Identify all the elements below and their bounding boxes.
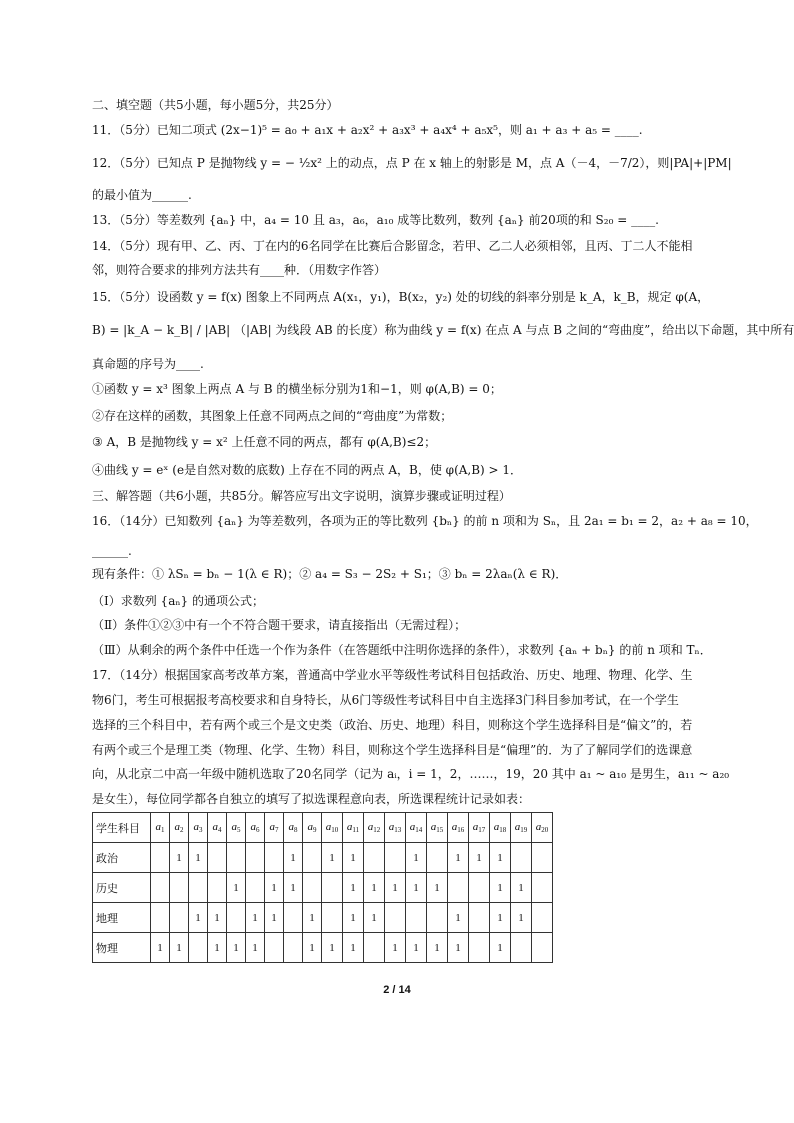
table-cell: 1 (490, 843, 511, 873)
table-column-header: $a_{14}$ (406, 813, 427, 843)
table-cell (469, 903, 490, 933)
table-cell (364, 843, 385, 873)
table-cell: 1 (170, 933, 189, 963)
table-cell (208, 873, 227, 903)
table-cell: 1 (364, 903, 385, 933)
table-cell (151, 843, 170, 873)
question-17: 17．（14分）根据国家高考改革方案，普通高中学业水平等级性考试科目包括政治、历史、地理、物理、化学、生 (92, 668, 693, 682)
page-number: 2 / 14 (383, 984, 411, 996)
question-17-line-2: 物6门，考生可根据报考高校要求和自身特长，从6门等级性考试科目中自主选择3门科目参加考试，在一个学生 (92, 693, 679, 707)
table-cell: 1 (303, 933, 322, 963)
proposition-2: ②存在这样的函数，其图象上任意不同两点之间的“弯曲度”为常数； (92, 409, 453, 423)
table-cell (385, 903, 406, 933)
question-17-line-6: 是女生），每位同学都各自独立的填写了拟选课程意向表，所选课程统计记录如表： (92, 792, 531, 806)
table-cell (246, 843, 265, 873)
table-cell (427, 903, 448, 933)
table-cell: 1 (385, 933, 406, 963)
question-16: 16．（14分）已知数列 {aₙ} 为等差数列，各项为正的等比数列 {bₙ} 的前 n 项和为 Sₙ，且 2a₁ = b₁ = 2，a₂ + a₈ = 10， (92, 514, 758, 528)
table-cell: 1 (511, 873, 532, 903)
table-column-header: $a_{20}$ (532, 813, 553, 843)
table-cell (284, 933, 303, 963)
question-13: 13．（5分）等差数列 {aₙ} 中，a₄ = 10 且 a₃，a₆，a₁₀ 成等比数列，数列 {aₙ} 前20项的和 S₂₀ = ____. (92, 213, 659, 227)
table-cell (208, 843, 227, 873)
table-cell (265, 933, 284, 963)
table-column-header: $a_{11}$ (343, 813, 364, 843)
table-cell: 1 (448, 903, 469, 933)
question-14-continued: 邻，则符合要求的排列方法共有____种．（用数字作答） (92, 263, 387, 277)
proposition-4: ④曲线 y = eˣ (e是自然对数的底数) 上存在不同的两点 A，B，使 φ(A,B) > 1． (92, 463, 523, 477)
table-column-header: $a_8$ (284, 813, 303, 843)
table-column-header: $a_5$ (227, 813, 246, 843)
table-column-header: $a_7$ (265, 813, 284, 843)
table-cell: 1 (284, 843, 303, 873)
table-row (93, 873, 553, 903)
table-column-header: $a_9$ (303, 813, 322, 843)
table-cell (246, 873, 265, 903)
question-16-part-3: （Ⅲ）从剩余的两个条件中任选一个作为条件（在答题纸中注明你选择的条件），求数列 {aₙ + bₙ} 的前 n 项和 Tₙ． (92, 643, 712, 657)
table-row (93, 933, 553, 963)
table-cell (265, 843, 284, 873)
table-cell: 1 (170, 843, 189, 873)
question-17-line-3: 选择的三个科目中，若有两个或三个是文史类（政治、历史、地理）科目，则称这个学生选择科目是“偏文”的，若 (92, 718, 693, 732)
table-cell: 1 (406, 933, 427, 963)
table-column-header: $a_{15}$ (427, 813, 448, 843)
table-cell: 1 (284, 873, 303, 903)
table-cell (303, 873, 322, 903)
question-16-conditions: 现有条件：① λSₙ = bₙ − 1(λ ∈ R)；② a₄ = S₃ − 2S₂ + S₁；③ bₙ = 2λaₙ(λ ∈ R)． (92, 567, 568, 581)
table-row-subject: 历史 (93, 873, 151, 903)
table-cell: 1 (343, 933, 364, 963)
table-cell: 1 (343, 843, 364, 873)
table-cell (511, 933, 532, 963)
table-cell: 1 (151, 933, 170, 963)
table-cell (151, 873, 170, 903)
question-12: 12．（5分）已知点 P 是抛物线 y = − ½x² 上的动点，点 P 在 x 轴上的射影是 M，点 A（－4，－7/2），则|PA|+|PM| (92, 156, 732, 170)
table-cell (385, 843, 406, 873)
table-cell (469, 933, 490, 963)
question-12-continued: 的最小值为______. (92, 188, 192, 202)
table-row (93, 843, 553, 873)
question-17-line-5: 向，从北京二中高一年级中随机选取了20名同学（记为 aᵢ，i = 1，2，……，19，20 其中 a₁ ~ a₁₀ 是男生，a₁₁ ~ a₂₀ (92, 767, 730, 781)
section-heading-answer: 三、解答题（共6小题，共85分。解答应写出文字说明，演算步骤或证明过程） (92, 489, 511, 503)
table-cell: 1 (208, 933, 227, 963)
table-column-header: $a_{18}$ (490, 813, 511, 843)
question-14: 14．（5分）现有甲、乙、丙、丁在内的6名同学在比赛后合影留念，若甲、乙二人必须相邻，且丙、丁二人不能相 (92, 239, 693, 253)
table-column-header: $a_{16}$ (448, 813, 469, 843)
table-cell: 1 (427, 933, 448, 963)
table-cell: 1 (227, 873, 246, 903)
table-cell (227, 903, 246, 933)
question-15-prompt: 真命题的序号为____. (92, 357, 204, 371)
question-16-part-2: （Ⅱ）条件①②③中有一个不符合题干要求，请直接指出（无需过程）； (92, 618, 467, 632)
table-cell: 1 (208, 903, 227, 933)
table-cell: 1 (265, 873, 284, 903)
table-cell: 1 (490, 933, 511, 963)
section-heading-fill-in: 二、填空题（共5小题，每小题5分，共25分） (92, 98, 339, 112)
table-cell (448, 873, 469, 903)
table-row-subject: 地理 (93, 903, 151, 933)
table-cell: 1 (343, 873, 364, 903)
table-cell: 1 (227, 933, 246, 963)
table-cell: 1 (469, 843, 490, 873)
table-cell: 1 (189, 903, 208, 933)
table-cell (170, 903, 189, 933)
table-cell (406, 903, 427, 933)
table-cell (532, 843, 553, 873)
table-cell: 1 (322, 843, 343, 873)
table-column-header: $a_{19}$ (511, 813, 532, 843)
table-column-header: $a_1$ (151, 813, 170, 843)
table-cell (227, 843, 246, 873)
table-cell (532, 933, 553, 963)
table-row (93, 903, 553, 933)
table-cell: 1 (322, 933, 343, 963)
table-cell: 1 (490, 903, 511, 933)
table-cell: 1 (511, 903, 532, 933)
proposition-3: ③ A，B 是抛物线 y = x² 上任意不同的两点，都有 φ(A,B)≤2； (92, 435, 437, 449)
table-cell (427, 843, 448, 873)
table-column-header: $a_{12}$ (364, 813, 385, 843)
table-cell (532, 903, 553, 933)
table-column-header: $a_{17}$ (469, 813, 490, 843)
table-cell (322, 873, 343, 903)
table-cell: 1 (490, 873, 511, 903)
table-column-header: $a_6$ (246, 813, 265, 843)
table-cell: 1 (303, 903, 322, 933)
question-15-continued: B) = |k_A − k_B| / |AB| （|AB| 为线段 AB 的长度）称为曲线 y = f(x) 在点 A 与点 B 之间的“弯曲度”，给出以下命题，其中所有 (92, 323, 794, 337)
table-column-header: $a_{13}$ (385, 813, 406, 843)
table-cell (469, 873, 490, 903)
table-cell: 1 (343, 903, 364, 933)
question-17-line-4: 有两个或三个是理工类（物理、化学、生物）科目，则称这个学生选择科目是“偏理”的．为了了解同学们的选课意 (92, 743, 693, 757)
question-15: 15．（5分）设函数 y = f(x) 图象上不同两点 A(x₁，y₁)，B(x₂，y₂) 处的切线的斜率分别是 k_A，k_B，规定 φ(A， (92, 290, 710, 304)
table-header-row (93, 813, 553, 843)
table-cell: 1 (364, 873, 385, 903)
table-cell: 1 (406, 843, 427, 873)
table-cell (151, 903, 170, 933)
table-cell: 1 (448, 933, 469, 963)
table-column-header: $a_2$ (170, 813, 189, 843)
table-cell: 1 (189, 843, 208, 873)
table-cell (189, 933, 208, 963)
table-column-header: $a_3$ (189, 813, 208, 843)
table-cell: 1 (427, 873, 448, 903)
table-cell: 1 (246, 933, 265, 963)
table-column-header: $a_{10}$ (322, 813, 343, 843)
question-11: 11．（5分）已知二项式 (2x−1)⁵ = a₀ + a₁x + a₂x² + a₃x³ + a₄x⁴ + a₅x⁵，则 a₁ + a₃ + a₅ = ____. (92, 123, 643, 137)
table-header-label: 学生科目 (93, 813, 151, 843)
table-cell (284, 903, 303, 933)
table-cell (303, 843, 322, 873)
table-cell: 1 (406, 873, 427, 903)
proposition-1: ①函数 y = x³ 图象上两点 A 与 B 的横坐标分别为1和−1，则 φ(A,B) = 0； (92, 382, 502, 396)
question-16-blank: ______. (92, 544, 132, 558)
table-cell: 1 (448, 843, 469, 873)
table-cell: 1 (246, 903, 265, 933)
table-cell (170, 873, 189, 903)
table-cell: 1 (385, 873, 406, 903)
table-cell (322, 903, 343, 933)
table-row-subject: 物理 (93, 933, 151, 963)
table-column-header: $a_4$ (208, 813, 227, 843)
table-cell: 1 (265, 903, 284, 933)
table-cell (364, 933, 385, 963)
table-cell (189, 873, 208, 903)
question-16-part-1: （Ⅰ）求数列 {aₙ} 的通项公式； (92, 594, 264, 608)
table-row-subject: 政治 (93, 843, 151, 873)
table-cell (511, 843, 532, 873)
course-selection-table (92, 812, 553, 963)
table-cell (532, 873, 553, 903)
